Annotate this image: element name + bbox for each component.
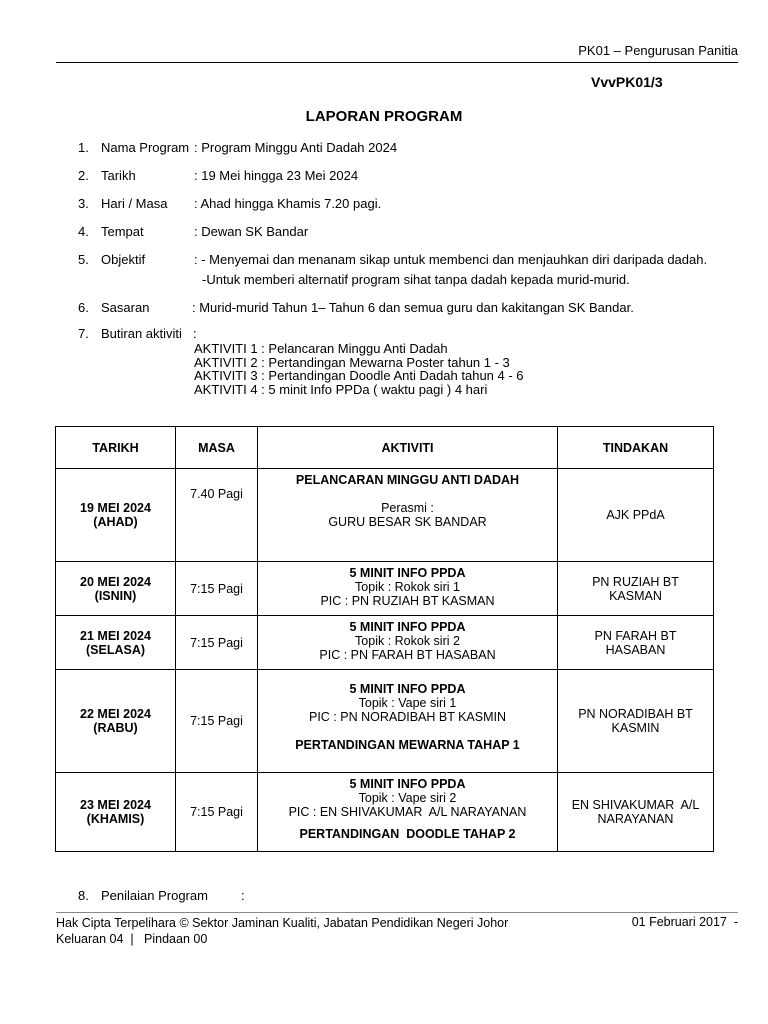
activity-title: PELANCARAN MINGGU ANTI DADAH (295, 473, 520, 487)
activity-title: 5 MINIT INFO PPDA (349, 777, 466, 791)
activity-detail: GURU BESAR SK BANDAR (328, 515, 487, 529)
day-text: (KHAMIS) (86, 812, 145, 826)
column-header-aktiviti: AKTIVITI (258, 427, 558, 469)
column-header-tarikh: TARIKH (56, 427, 176, 469)
activity-item: AKTIVITI 4 : 5 minit Info PPDa ( waktu pagi ) 4 hari (194, 381, 488, 397)
table-header-row (56, 427, 714, 469)
footer-issue: Keluaran 04 | Pindaan 00 (56, 932, 208, 946)
table-row (56, 773, 714, 852)
column-header-tindakan: TINDAKAN (558, 427, 714, 469)
activity-detail: PIC : EN SHIVAKUMAR A/L NARAYANAN (288, 805, 527, 819)
activity-item: AKTIVITI 1 : Pelancaran Minggu Anti Dadah (194, 341, 448, 356)
activity-cell (258, 616, 558, 670)
schedule-table (55, 426, 714, 852)
item-value: : Program Minggu Anti Dadah 2024 (194, 140, 398, 155)
activity-detail: Topik : Rokok siri 2 (355, 634, 460, 648)
activity-title: 5 MINIT INFO PPDA (349, 682, 466, 696)
page-title: LAPORAN PROGRAM (305, 108, 463, 125)
activity-cell (258, 773, 558, 852)
activity-item: AKTIVITI 3 : Pertandingan Doodle Anti Dadah tahun 4 - 6 (194, 368, 524, 383)
activity-detail: PIC : PN FARAH BT HASABAN (319, 648, 496, 662)
action-cell: EN SHIVAKUMAR A/L NARAYANAN (558, 773, 714, 852)
item-value: : Murid-murid Tahun 1– Tahun 6 dan semua guru dan kakitangan SK Bandar. (192, 300, 634, 315)
item-label: Objektif (101, 252, 146, 267)
time-cell: 7:15 Pagi (176, 562, 258, 616)
day-text: (SELASA) (85, 642, 146, 657)
activity-detail: Topik : Rokok siri 1 (355, 580, 460, 594)
item-label: Butiran aktiviti (101, 326, 182, 341)
day-text: (AHAD) (93, 515, 138, 529)
action-cell: PN RUZIAH BT KASMAN (558, 562, 714, 616)
activity-title: 5 MINIT INFO PPDA (349, 620, 466, 634)
column-header-masa: MASA (176, 427, 258, 469)
item-number: 2. (78, 168, 89, 183)
item-label: Nama Program (101, 140, 190, 155)
date-text: 23 MEI 2024 (80, 798, 151, 812)
activity-competition: PERTANDINGAN MEWARNA TAHAP 1 (295, 738, 520, 752)
date-cell (56, 670, 176, 773)
date-text: 21 MEI 2024 (80, 628, 151, 643)
activity-title: 5 MINIT INFO PPDA (349, 566, 466, 580)
time-cell: 7:15 Pagi (176, 773, 258, 852)
table-row (56, 469, 714, 562)
time-cell: 7.40 Pagi (176, 469, 258, 562)
activity-list (194, 342, 524, 396)
activity-cell (258, 562, 558, 616)
date-cell (56, 773, 176, 852)
date-cell (56, 616, 176, 670)
activity-item: AKTIVITI 2 : Pertandingan Mewarna Poster tahun 1 - 3 (194, 354, 510, 370)
document-code: VvvPK01/3 (591, 74, 663, 90)
item-value: : Ahad hingga Khamis 7.20 pagi. (194, 196, 382, 211)
item-value: : 19 Mei hingga 23 Mei 2024 (194, 168, 359, 183)
table-row (56, 562, 714, 616)
table-row (56, 616, 714, 670)
item-number: 3. (78, 196, 89, 211)
item-number: 8. (78, 888, 89, 903)
item-label: Tarikh (101, 168, 136, 183)
time-cell: 7:15 Pagi (176, 670, 258, 773)
item-number: 7. (78, 326, 89, 341)
date-cell (56, 469, 176, 562)
item-number: 4. (78, 224, 89, 239)
date-text: 19 MEI 2024 (80, 501, 151, 515)
activity-competition: PERTANDINGAN DOODLE TAHAP 2 (299, 827, 516, 841)
action-cell: PN FARAH BT HASABAN (558, 616, 714, 670)
activity-detail: Perasmi : (381, 501, 434, 515)
item-value: : (193, 326, 197, 341)
item-value: : (241, 888, 245, 903)
item-value: : Dewan SK Bandar (194, 224, 309, 239)
day-text: (RABU) (93, 721, 138, 735)
footer-divider (56, 912, 738, 913)
item-label: Tempat (101, 224, 144, 239)
activity-detail: PIC : PN NORADIBAH BT KASMIN (308, 710, 507, 724)
item-label: Sasaran (101, 300, 150, 315)
form-reference: PK01 – Pengurusan Panitia (578, 43, 738, 58)
activity-detail: PIC : PN RUZIAH BT KASMAN (320, 594, 495, 608)
day-text: (ISNIN) (94, 588, 137, 603)
item-value: : - Menyemai dan menanam sikap untuk membenci dan menjauhkan diri daripada dadah. (194, 252, 708, 267)
activity-detail: Topik : Vape siri 1 (358, 696, 457, 710)
footer-copyright: Hak Cipta Terpelihara © Sektor Jaminan Kualiti, Jabatan Pendidikan Negeri Johor (56, 916, 509, 930)
header-divider (56, 62, 738, 63)
activity-detail: Topik : Vape siri 2 (358, 791, 457, 805)
action-cell: PN NORADIBAH BT KASMIN (558, 670, 714, 773)
item-number: 5. (78, 252, 89, 267)
item-label: Hari / Masa (101, 196, 168, 211)
time-cell: 7:15 Pagi (176, 616, 258, 670)
action-cell: AJK PPdA (558, 469, 714, 562)
activity-cell (258, 670, 558, 773)
item-label: Penilaian Program (101, 888, 208, 903)
item-number: 6. (78, 300, 89, 315)
date-cell (56, 562, 176, 616)
date-text: 22 MEI 2024 (80, 707, 151, 721)
item-value-2: -Untuk memberi alternatif program sihat tanpa dadah kepada murid-murid. (202, 272, 630, 287)
date-text: 20 MEI 2024 (80, 574, 151, 589)
footer-date: 01 Februari 2017 - (631, 915, 738, 929)
footer-left (56, 915, 508, 947)
table-row (56, 670, 714, 773)
item-number: 1. (78, 140, 89, 155)
activity-cell (258, 469, 558, 562)
